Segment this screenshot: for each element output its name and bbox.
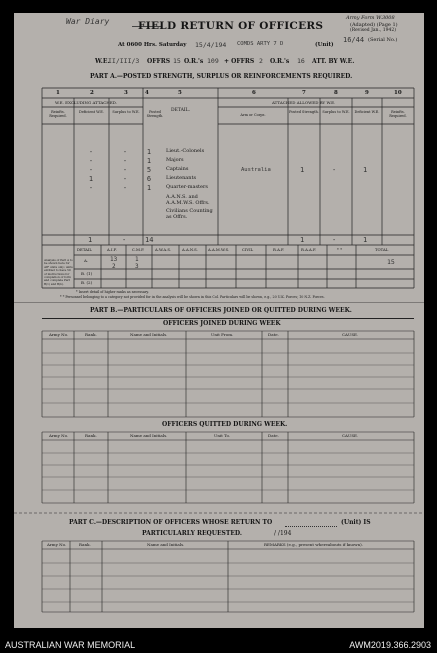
posted-strength-entry: 1 xyxy=(146,157,152,165)
archive-reference: AWM2019.366.2903 xyxy=(349,640,431,650)
form-title: FIELD RETURN OF OFFICERS xyxy=(138,20,324,32)
ors-value: 109 xyxy=(207,57,219,65)
footnote-ranks: * Insert detail of higher ranks as necessary. xyxy=(76,290,149,294)
analysis-col-awas: A.W.A.S. xyxy=(155,247,172,252)
analysis-total-value: 15 xyxy=(387,258,395,266)
unit-name-value: COMDS ARTY 7 D xyxy=(237,41,284,47)
posted-strength-entry: 1 xyxy=(146,184,152,192)
rank-label: Majors xyxy=(166,157,184,163)
attached-deficient-header: Deficient W.E. xyxy=(354,110,380,114)
attached-reinforcements-header: Reinfts. Required. xyxy=(389,110,407,119)
we-excluding-attached-header: W.E. EXCLUDING ATTACHED. xyxy=(55,100,118,105)
army-form-id: Army Form W.3008 xyxy=(346,15,395,21)
part-c-col-remarks: REMARKS (e.g., present whereabouts if known). xyxy=(264,542,363,547)
surplus-we-entry: - xyxy=(122,175,128,183)
joined-col-unit-from: Unit From. xyxy=(211,332,234,337)
attached-allowed-header: ATTACHED ALLOWED BY W.E. xyxy=(272,100,336,105)
surplus-we-entry: - xyxy=(122,148,128,156)
margin-note: War Diary xyxy=(66,17,110,26)
deficient-we-entry: - xyxy=(88,148,94,156)
total-posted-value: 14 xyxy=(145,236,154,244)
archive-footer xyxy=(0,633,437,653)
field-return-form xyxy=(14,13,424,628)
quitted-col-date: Date. xyxy=(268,433,279,438)
quitted-col-army-no: Army No. xyxy=(49,433,69,438)
deficient-we-entry: 1 xyxy=(88,175,94,183)
analysis-col-aamws: A.A.M.W.S. xyxy=(208,247,230,252)
reinforcements-required-header: Reinfts. Required. xyxy=(49,110,67,119)
analysis-row-b2: B. (2) xyxy=(81,280,93,285)
we-value: II/III/3 xyxy=(108,57,140,65)
analysis-row-a: A. xyxy=(84,258,89,263)
rank-label: Civilians Counting as Offrs. xyxy=(166,208,213,220)
attached-ors-value: 16 xyxy=(297,57,305,65)
col-number-4: 4 xyxy=(145,90,149,96)
posted-strength-entry: 1 xyxy=(146,148,152,156)
col-number-3: 3 xyxy=(124,90,128,96)
attached-posted-value: 1 xyxy=(300,166,305,174)
rank-label: Quarter-masters xyxy=(166,184,208,190)
quitted-col-name: Name and Initials. xyxy=(130,433,168,438)
deficient-we-header: Deficient W.E. xyxy=(79,110,104,114)
quitted-section-title: OFFICERS QUITTED DURING WEEK. xyxy=(162,421,288,428)
analysis-col-cmf: C.M.F. xyxy=(132,247,145,252)
attached-offrs-label: + OFFRS xyxy=(224,58,255,65)
army-form-revised: (Revised Jan., 1942) xyxy=(350,28,396,33)
analysis-col-raaf: R.A.A.F. xyxy=(301,247,317,252)
deficient-we-entry: - xyxy=(88,166,94,174)
offrs-label: OFFRS xyxy=(147,58,171,65)
quitted-col-cause: CAUSE. xyxy=(342,433,359,438)
attached-deficient-value: 1 xyxy=(363,166,368,174)
total-attached-deficient-value: 1 xyxy=(363,236,368,244)
analysis-aif-value: 13 xyxy=(110,256,118,263)
part-c-table-grid xyxy=(14,13,424,628)
at-hours-label: At 0600 Hrs. Saturday xyxy=(118,42,187,48)
col-number-6: 6 xyxy=(252,90,256,96)
quitted-col-unit-to: Unit To. xyxy=(214,433,231,438)
col-number-5: 5 xyxy=(178,90,182,96)
analysis-col-civil: CIVIL xyxy=(242,247,254,252)
quitted-col-rank: Rank. xyxy=(85,433,97,438)
analysis-aif-value-2: 2 xyxy=(112,263,116,270)
surplus-we-header: Surplus to W.E. xyxy=(112,110,140,114)
part-b-title: PART B.—PARTICULARS OF OFFICERS JOINED OR QUITTED DURING WEEK. xyxy=(90,307,352,314)
col-number-2: 2 xyxy=(90,90,94,96)
total-attached-surplus-value: - xyxy=(332,236,337,244)
part-c-col-rank: Rank. xyxy=(79,542,91,547)
total-attached-posted-value: 1 xyxy=(300,236,305,244)
posted-strength-entry: 5 xyxy=(146,166,152,174)
analysis-col-detail: DETAIL xyxy=(77,247,92,252)
archive-name: AUSTRALIAN WAR MEMORIAL xyxy=(5,640,136,650)
col-number-8: 8 xyxy=(334,90,338,96)
surplus-we-entry: - xyxy=(122,157,128,165)
joined-col-rank: Rank. xyxy=(85,332,97,337)
analysis-col-total: TOTAL xyxy=(375,247,389,252)
surplus-we-entry: - xyxy=(122,184,128,192)
part-c-requested: PARTICULARLY REQUESTED. xyxy=(142,530,242,537)
rank-label: Lieut.-Colonels xyxy=(166,148,205,154)
analysis-cmf-value: 1 xyxy=(135,256,139,263)
part-c-title: PART C.—DESCRIPTION OF OFFICERS WHOSE RETURN TO xyxy=(69,519,273,526)
part-c-date: / /194 xyxy=(274,530,292,537)
analysis-col-aif: A.I.F. xyxy=(107,247,117,252)
attached-surplus-value: - xyxy=(332,166,337,174)
analysis-col-other: * * xyxy=(337,247,343,252)
footnote-categories: * * Personnel belonging to a category not provided for in the analysis will be shown in this Col. Particulars will be shown, e.g., 20 U.K. Forces; 10 N.Z. Forces. xyxy=(60,295,325,299)
detail-header: DETAIL. xyxy=(171,108,191,113)
serial-number-label: (Serial No.) xyxy=(368,37,398,43)
analysis-row-b1: B. (1) xyxy=(81,271,93,276)
joined-col-date: Date. xyxy=(268,332,279,337)
ors-label: O.R.'s xyxy=(184,58,204,65)
col-number-7: 7 xyxy=(302,90,306,96)
rank-label: Captains xyxy=(166,166,189,172)
part-a-title: PART A.—POSTED STRENGTH, SURPLUS OR REINFORCEMENTS REQUIRED. xyxy=(90,73,353,80)
col-number-1: 1 xyxy=(56,90,60,96)
attached-surplus-header: Surplus to W.E. xyxy=(322,110,350,114)
surplus-we-entry: - xyxy=(122,166,128,174)
unit-label: (Unit) xyxy=(315,42,334,48)
analysis-cmf-value-2: 3 xyxy=(135,263,139,270)
rank-label: Lieutenants xyxy=(166,175,197,181)
analysis-col-raf: R.A.F. xyxy=(273,247,285,252)
attached-offrs-value: 2 xyxy=(259,57,263,65)
we-label: W.E. xyxy=(95,58,110,65)
posted-strength-entry: 6 xyxy=(146,175,152,183)
part-c-unit-label: (Unit) IS xyxy=(341,519,371,526)
analysis-col-aans: A.A.N.S. xyxy=(182,247,198,252)
joined-section-title: OFFICERS JOINED DURING WEEK xyxy=(163,320,281,327)
part-c-col-name: Name and Initials. xyxy=(147,542,185,547)
col-number-10: 10 xyxy=(394,90,402,96)
col-number-9: 9 xyxy=(365,90,369,96)
deficient-we-entry: - xyxy=(88,184,94,192)
attached-posted-strength-header: Posted Strength. xyxy=(289,110,319,114)
total-deficient-value: 1 xyxy=(88,236,93,244)
joined-col-army-no: Army No. xyxy=(49,332,69,337)
joined-col-name: Name and Initials. xyxy=(130,332,168,337)
rank-label: A.A.N.S. and A.A.M.W.S. Offrs. xyxy=(166,194,210,206)
posted-strength-header: Posted Strength. xyxy=(146,110,164,119)
offrs-value: 15 xyxy=(173,57,181,65)
total-surplus-value: - xyxy=(122,236,127,244)
att-by-we-label: ATT. BY W.E. xyxy=(312,58,355,65)
part-c-col-army-no: Army No. xyxy=(47,542,67,547)
return-date: 15/4/194 xyxy=(195,41,227,49)
joined-col-cause: CAUSE. xyxy=(342,332,359,337)
attached-arm-value: Australia xyxy=(241,167,271,173)
serial-number-value: 16/44 xyxy=(343,36,365,44)
arm-or-corps-header: Arm or Corps. xyxy=(240,113,266,117)
army-form-adapted: (Adapted) (Page 1) xyxy=(350,22,398,28)
analysis-instructions: Analysis of Part A to be shown here for AIF units only; units entitled to have 50 of instructions for completion of form and complete Part B(1) and B(b). xyxy=(44,258,73,286)
deficient-we-entry: - xyxy=(88,157,94,165)
attached-ors-label: O.R.'s xyxy=(270,58,290,65)
